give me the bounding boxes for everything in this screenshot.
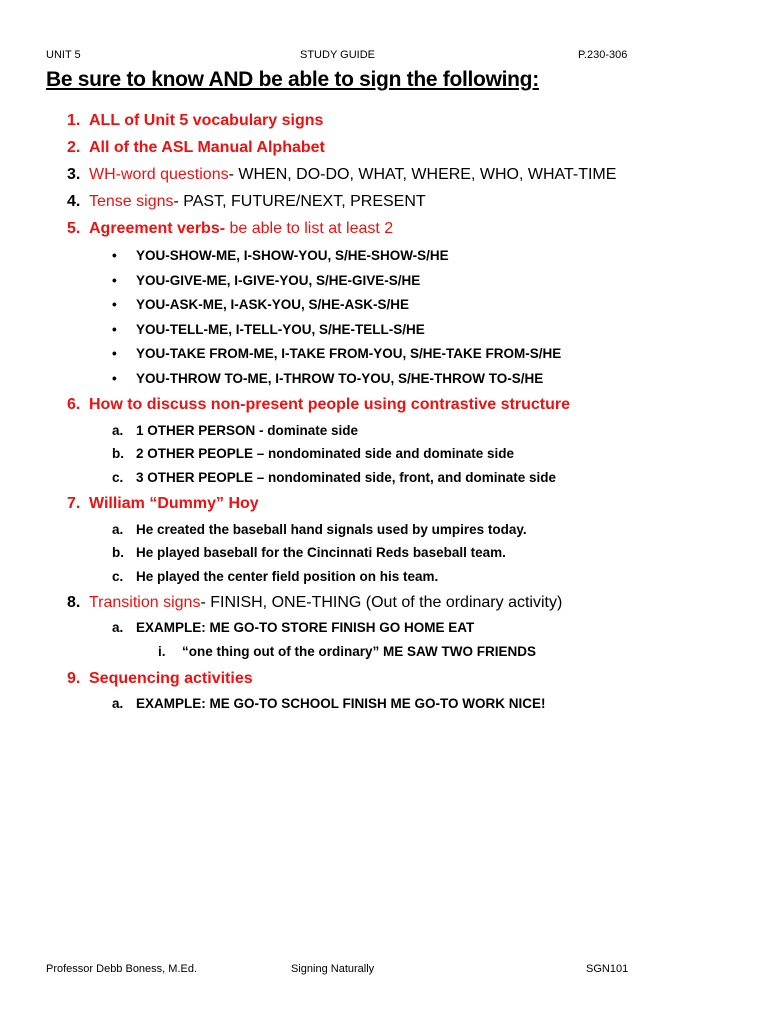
bullet-icon: • [112,248,117,263]
item-number: 1. [67,112,81,129]
item-number: 7. [67,495,81,512]
bullet-icon: • [112,297,117,312]
item-red-text: ALL of Unit 5 vocabulary signs [89,112,324,129]
item-9 [67,670,253,688]
item-number: 2. [67,139,81,156]
footer-book: Signing Naturally [291,963,375,975]
item-number: 5. [67,220,81,237]
item-2 [67,139,325,157]
item-1 [67,112,323,130]
list-item: a. He created the baseball hand signals used by umpires today. [112,522,527,537]
header-study-guide: STUDY GUIDE [300,49,375,61]
list-item: a. EXAMPLE: ME GO-TO SCHOOL FINISH ME GO-TO WORK NICE! [112,696,546,711]
item-red-text: All of the ASL Manual Alphabet [89,139,325,156]
item-rest-text: - WHEN, DO-DO, WHAT, WHERE, WHO, WHAT-TIME [228,166,617,183]
list-item: c. 3 OTHER PEOPLE – nondominated side, front, and dominate side [112,470,557,485]
list-item: c. He played the center field position on his team. [112,569,439,584]
header-unit: UNIT 5 [46,49,81,61]
item-red-text: William “Dummy” Hoy [89,495,259,512]
list-item: a. EXAMPLE: ME GO-TO STORE FINISH GO HOME EAT [112,620,475,635]
list-item: b. 2 OTHER PEOPLE – nondominated side and dominate side [112,446,515,461]
item-red-text: Agreement verbs- [89,220,226,237]
item-red-text: How to discuss non-present people using contrastive structure [89,396,570,413]
item-number: 3. [67,166,81,183]
item-6 [67,396,570,414]
item-rest-text: be able to list at least 2 [225,220,394,237]
list-item: i. “one thing out of the ordinary” ME SAW TWO FRIENDS [158,644,536,659]
item-number: 8. [67,594,81,611]
item-red-text: WH-word questions [89,166,229,183]
item-number: 6. [67,396,81,413]
list-item: b. He played baseball for the Cincinnati Reds baseball team. [112,545,506,560]
bullet-icon: • [112,371,117,386]
item-4 [67,193,426,211]
item-red-text: Sequencing activities [89,670,253,687]
footer-course: SGN101 [586,963,629,975]
item-5 [67,220,393,238]
item-number: 9. [67,670,81,687]
bullet-icon: • [112,346,117,361]
item-8 [67,594,562,612]
list-item: a. 1 OTHER PERSON - dominate side [112,423,359,438]
item-7 [67,495,259,513]
bullet-icon: • [112,273,117,288]
bullet-icon: • [112,322,117,337]
item-red-text: Tense signs [89,193,174,210]
item-3 [67,166,616,184]
item-rest-text: - PAST, FUTURE/NEXT, PRESENT [173,193,426,210]
item-number: 4. [67,193,81,210]
item-rest-text: - FINISH, ONE-THING (Out of the ordinary activity) [200,594,563,611]
item-red-text: Transition signs [89,594,201,611]
header-pages: P.230-306 [578,49,628,61]
page-title: Be sure to know AND be able to sign the following: [46,68,539,91]
footer-author: Professor Debb Boness, M.Ed. [46,963,198,975]
